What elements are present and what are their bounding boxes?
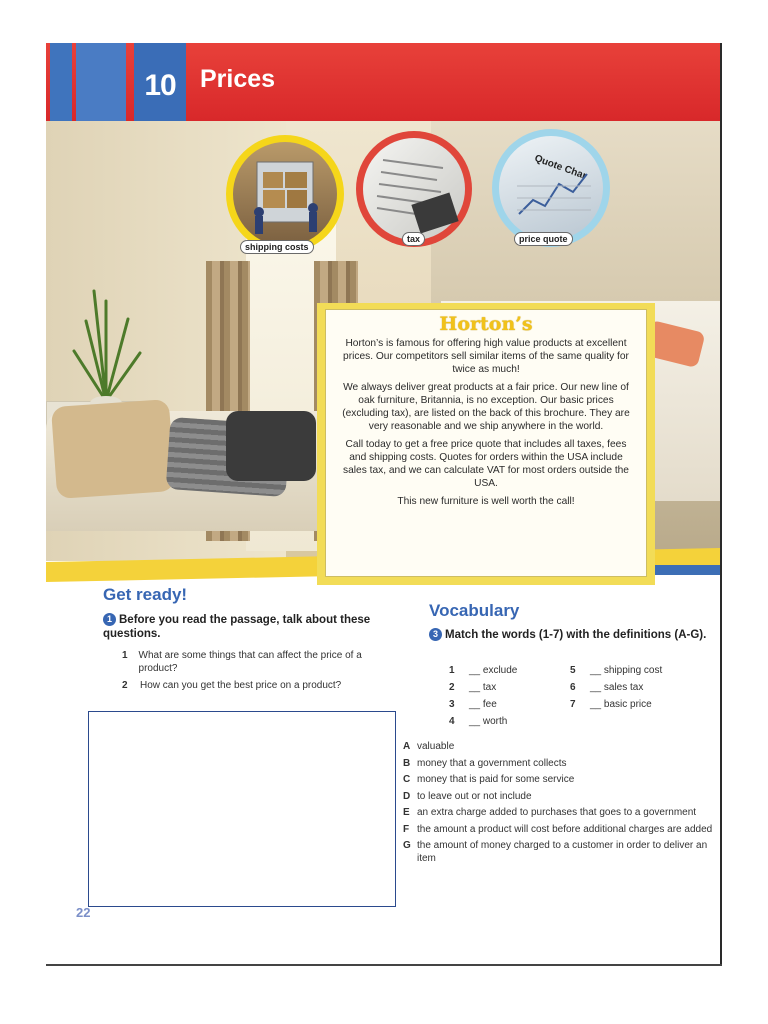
word-item: 2 __ tax [449, 682, 497, 693]
header-tab-strip [50, 43, 72, 129]
page-bottom-rule [46, 964, 722, 966]
header-tab-strip [76, 43, 126, 129]
price-quote-photo [492, 129, 610, 247]
answer-box[interactable] [88, 711, 396, 907]
hortons-brochure [325, 309, 647, 577]
definition-item: G the amount of money charged to a customer in order to deliver an item [403, 840, 708, 864]
brochure-paragraph: Horton’s is famous for offering high value products at excellent prices. Our competitors sell similar items of the same quality for twice as much! [343, 338, 629, 375]
unit-number: 10 [134, 43, 186, 129]
tax-tag: tax [402, 232, 425, 246]
brochure-paragraph: This new furniture is well worth the call! [397, 496, 575, 507]
word-item: 6 __ sales tax [570, 682, 644, 693]
question-text: What are some things that can affect the price of a product? [138, 650, 362, 674]
word-item: 5 __ shipping cost [570, 665, 663, 676]
definition-list [403, 741, 713, 869]
brochure-paragraph: We always deliver great products at a fair price. Our new line of oak furniture, Britannia, is no exception. Our basic prices (excluding tax), are listed on the back of this brochure. They are very reasonable and we ship anywhere in the world. [342, 382, 630, 432]
vocabulary-instruction [429, 628, 719, 642]
definition-item: A valuable [403, 741, 455, 752]
instruction-text: Match the words (1-7) with the definitions (A-G). [445, 629, 707, 641]
word-item: 1 __ exclude [449, 665, 518, 676]
question-item [122, 680, 382, 693]
page-number: 22 [76, 905, 91, 920]
quote-chart-text: Quote Char [532, 153, 588, 182]
definition-item: F the amount a product will cost before additional charges are added [403, 823, 713, 835]
unit-title: Prices [200, 65, 276, 93]
definition-item: D to leave out or not include [403, 790, 532, 802]
word-item: 3 __ fee [449, 699, 497, 710]
word-item: 7 __ basic price [570, 699, 652, 710]
shipping-costs-photo [226, 135, 344, 253]
tax-photo [356, 131, 472, 247]
discussion-questions [122, 650, 382, 698]
get-ready-instruction [103, 613, 393, 641]
question-number: 1 [122, 650, 128, 661]
instruction-text: Before you read the passage, talk about these questions. [103, 614, 371, 640]
exercise-number-badge: 3 [429, 628, 442, 641]
shipping-costs-tag: shipping costs [240, 240, 314, 254]
question-number: 2 [122, 680, 128, 691]
plant-icon [66, 281, 146, 411]
brochure-title: Horton’s [439, 313, 533, 335]
vocabulary-heading: Vocabulary [429, 601, 520, 620]
definition-item: E an extra charge added to purchases that goes to a government [403, 807, 697, 818]
exercise-number-badge: 1 [103, 613, 116, 626]
definition-item: B money that a government collects [403, 757, 567, 769]
brochure-paragraph: Call today to get a free price quote that includes all taxes, fees and shipping costs. Quotes for orders within the USA include sales tax, and we can calculate VAT for most orders outside the USA. [343, 439, 629, 489]
price-quote-tag: price quote [514, 232, 573, 246]
definition-item: C money that is paid for some service [403, 774, 575, 785]
question-text: How can you get the best price on a product? [140, 680, 342, 691]
get-ready-heading: Get ready! [103, 585, 188, 604]
textbook-page [46, 43, 722, 965]
question-item [122, 650, 382, 675]
word-item: 4 __ worth [449, 716, 508, 727]
